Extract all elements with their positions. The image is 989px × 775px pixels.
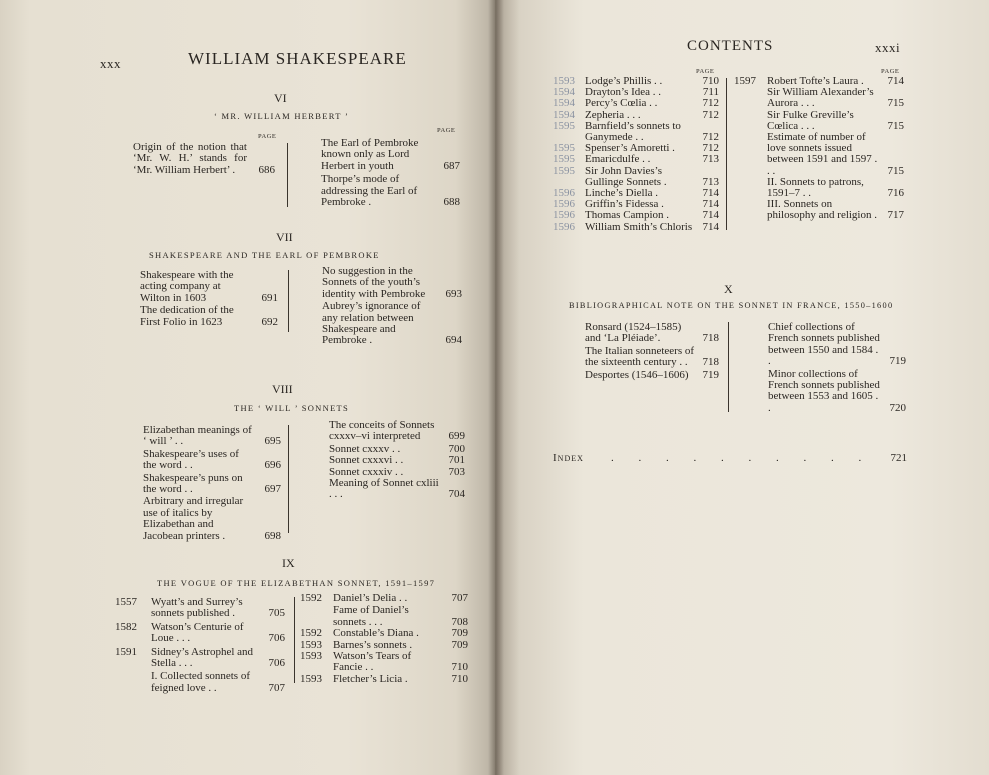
toc-entry-text: No suggestion in the Sonnets of the youth’s identity with Pembroke (322, 265, 426, 300)
toc-entry-text: Elizabethan meanings of ‘ will ’ . . (143, 424, 252, 448)
toc-entry-page: 719 (889, 355, 906, 368)
toc-entry-year: 1593 (553, 75, 575, 87)
toc-entry-text: Estimate of number of love sonnets issued between 1591 and 1597 . . . (767, 131, 878, 177)
toc-entry-page: 712 (702, 108, 719, 121)
section-vii-left-column (140, 270, 278, 328)
toc-entry[interactable] (768, 322, 906, 368)
toc-entry[interactable] (115, 647, 285, 670)
toc-entry-text: Drayton’s Idea . . (585, 86, 662, 99)
toc-entry-page: 717 (887, 209, 904, 222)
toc-entry[interactable] (553, 98, 719, 109)
toc-entry-text: Sir John Davies’s Gullinge Sonnets . (585, 164, 667, 188)
toc-entry-page: 714 (702, 220, 719, 233)
toc-entry-text: Fletcher’s Licia . (333, 672, 408, 685)
section-viii-left-column (143, 425, 281, 542)
toc-entry-page: 706 (268, 632, 285, 645)
toc-entry-page: 692 (261, 315, 278, 328)
section-ix-right-column (300, 593, 468, 685)
index-page: 721 (890, 452, 907, 464)
section-vi-title: ‘ MR. WILLIAM HERBERT ’ (214, 111, 350, 121)
toc-entry-text: Emaricdulfe . . (585, 153, 651, 166)
toc-entry-text: Sonnet cxxxv . . (329, 442, 401, 455)
toc-entry-page: 699 (448, 430, 465, 443)
toc-entry-page: 706 (268, 657, 285, 670)
toc-entry[interactable] (143, 473, 281, 496)
toc-entry-text: Sidney’s Astrophel and Stella . . . (151, 645, 254, 670)
toc-entry-page: 715 (887, 119, 904, 132)
page-label: PAGE (258, 133, 277, 140)
section-x-title: BIBLIOGRAPHICAL NOTE ON THE SONNET IN FRANCE, 1550–1600 (569, 301, 894, 310)
toc-entry-page: 718 (702, 332, 719, 345)
toc-entry[interactable] (300, 674, 468, 685)
toc-entry-text: Shakespeare with the acting company at Wilton in 1603 (140, 269, 234, 304)
toc-entry-text: Origin of the notion that ‘Mr. W. H.’ stands for ‘Mr. William Herbert’ . (133, 141, 247, 176)
index-label: Index (553, 452, 584, 464)
toc-entry-page: 712 (702, 142, 719, 155)
toc-entry-text: Arbitrary and irregular use of italics by Elizabethan and Jacobean printers . (143, 495, 244, 542)
section-viii-right-column (329, 420, 465, 501)
toc-entry[interactable] (143, 425, 281, 448)
toc-entry-page: 714 (702, 187, 719, 200)
toc-entry-text: Wyatt’s and Surrey’s sonnets published . (151, 596, 243, 620)
toc-entry-page: 704 (448, 488, 465, 501)
toc-entry[interactable] (734, 199, 904, 221)
section-ix-title: THE VOGUE OF THE ELIZABETHAN SONNET, 1591–1597 (157, 578, 436, 588)
toc-entry-text: Thomas Campion . (585, 209, 670, 222)
toc-entry-year: 1595 (553, 142, 575, 155)
toc-entry-text: Barnfield’s sonnets to Ganymede . . (585, 119, 681, 144)
toc-entry-year: 1596 (553, 220, 575, 233)
section-vii-title: SHAKESPEARE AND THE EARL OF PEMBROKE (149, 250, 380, 260)
toc-entry-page: 718 (702, 356, 719, 369)
toc-entry-year: 1557 (115, 596, 137, 608)
section-viii-title: THE ‘ WILL ’ SONNETS (234, 403, 350, 413)
toc-entry[interactable] (734, 87, 904, 109)
toc-entry[interactable] (321, 138, 460, 172)
toc-entry-year: 1596 (553, 198, 575, 211)
toc-entry-text: Percy’s Cœlia . . (585, 97, 658, 110)
toc-entry-text: Ronsard (1524–1585) and ‘La Pléiade’. (585, 321, 682, 345)
toc-entry-text: The Italian sonneteers of the sixteenth century . . (585, 344, 695, 369)
toc-entry-year: 1594 (553, 86, 575, 99)
toc-entry-year: 1595 (553, 119, 575, 132)
column-divider (726, 78, 727, 230)
toc-entry[interactable] (553, 222, 719, 233)
toc-entry-text: Fame of Daniel’s sonnets . . . (333, 604, 409, 628)
toc-entry-text: Constable’s Diana . (333, 627, 419, 640)
section-vii-number: VII (276, 230, 293, 244)
toc-entry-page: 714 (702, 198, 719, 211)
section-vi-number: VI (274, 91, 287, 105)
toc-entry[interactable] (553, 210, 719, 221)
toc-entry-text: Robert Tofte’s Laura . (767, 75, 864, 87)
page-label: PAGE (696, 68, 715, 75)
toc-entry[interactable] (322, 301, 462, 347)
toc-entry-page: 713 (702, 175, 719, 188)
section-ix-left-column (115, 597, 285, 694)
toc-entry-page: 701 (448, 454, 465, 467)
toc-entry[interactable] (321, 174, 460, 208)
toc-entry-text: Spenser’s Amoretti . (585, 142, 675, 155)
toc-entry[interactable] (115, 622, 285, 645)
toc-entry[interactable] (553, 166, 719, 188)
toc-entry[interactable] (768, 369, 906, 415)
toc-entry-page: 694 (445, 334, 462, 347)
section-vii-right-column (322, 266, 462, 347)
left-running-head: WILLIAM SHAKESPEARE (188, 49, 407, 68)
toc-entry-year: 1591 (115, 645, 137, 658)
toc-entry-text: William Smith’s Chloris (585, 220, 693, 233)
toc-entry-page: 697 (264, 483, 281, 496)
toc-entry-year: 1595 (553, 153, 575, 166)
toc-entry-index[interactable] (553, 452, 907, 464)
toc-entry-page: 715 (887, 164, 904, 177)
page-label: PAGE (881, 68, 900, 75)
section-ix-cont-right-column (734, 76, 904, 222)
toc-entry-text: Sonnet cxxxvi . . (329, 454, 404, 467)
toc-entry-year: 1596 (553, 209, 575, 222)
toc-entry-page: 712 (702, 131, 719, 144)
toc-entry-page: 707 (268, 681, 285, 694)
toc-entry-year: 1594 (553, 108, 575, 121)
toc-entry-page: 714 (887, 75, 904, 87)
toc-entry-text: Watson’s Tears of Fancie . . (333, 650, 412, 674)
section-ix-number: IX (282, 556, 295, 570)
toc-entry-page: 703 (448, 465, 465, 478)
toc-entry[interactable] (329, 455, 465, 466)
toc-entry[interactable] (300, 593, 468, 604)
toc-entry-page: 709 (451, 627, 468, 640)
leader-dots: . . . . . . . . . . (611, 452, 873, 464)
toc-entry-text: Shakespeare’s puns on the word . . (143, 471, 243, 496)
toc-entry[interactable] (300, 628, 468, 639)
toc-entry-page: 709 (451, 638, 468, 651)
section-viii-number: VIII (272, 382, 293, 396)
toc-entry-page: 711 (702, 86, 719, 99)
toc-entry-page: 714 (702, 209, 719, 222)
toc-entry-page: 695 (264, 435, 281, 448)
toc-entry-page: 719 (702, 368, 719, 381)
toc-entry-text: Meaning of Sonnet cxliii . . . (329, 477, 439, 501)
section-ix-cont-left-column (553, 76, 719, 233)
toc-entry-text: Thorpe’s mode of addressing the Earl of Pembroke . (321, 173, 418, 209)
toc-entry-text: I. Collected sonnets of feigned love . . (151, 670, 250, 694)
toc-entry[interactable] (140, 305, 278, 328)
toc-entry-page: 705 (268, 607, 285, 620)
toc-entry-page: 715 (887, 97, 904, 110)
book-gutter (488, 0, 504, 775)
toc-entry-page: 712 (702, 97, 719, 110)
toc-entry[interactable] (329, 478, 465, 501)
toc-entry[interactable] (300, 605, 468, 628)
toc-entry-page: 720 (889, 401, 906, 414)
toc-entry-year: 1592 (300, 592, 322, 604)
toc-entry-text: Aubrey’s ignorance of any relation between Shakespeare and Pembroke . (322, 300, 421, 347)
toc-entry-page: 713 (702, 153, 719, 166)
toc-entry[interactable] (585, 370, 719, 381)
column-divider (728, 322, 729, 412)
section-x-right-column (768, 322, 906, 414)
toc-entry-year: 1592 (300, 627, 322, 640)
toc-entry[interactable] (143, 496, 281, 542)
toc-entry-page: 710 (451, 661, 468, 674)
right-page (495, 0, 989, 775)
toc-entry[interactable] (585, 346, 719, 369)
toc-entry-page: 698 (264, 529, 281, 542)
toc-entry-year: 1593 (300, 650, 322, 663)
column-divider (287, 143, 288, 207)
toc-entry-text: Lodge’s Phillis . . (585, 75, 663, 87)
toc-entry-year: 1596 (553, 187, 575, 200)
toc-entry[interactable] (553, 154, 719, 165)
toc-entry-page: 710 (702, 75, 719, 87)
toc-entry-year: 1597 (734, 75, 756, 87)
toc-entry-page: 693 (445, 287, 462, 300)
toc-entry-text: Watson’s Centurie of Loue . . . (151, 620, 244, 645)
left-page-number: xxx (100, 56, 121, 71)
toc-entry-page: 686 (258, 163, 275, 176)
page-label: PAGE (437, 127, 456, 134)
toc-entry-text: Linche’s Diella . (585, 187, 659, 200)
section-x-number: X (724, 282, 733, 296)
section-vi-left-column (133, 142, 275, 176)
toc-entry-year: 1594 (553, 97, 575, 110)
toc-entry[interactable] (115, 597, 285, 620)
toc-entry-text: Daniel’s Delia . . (333, 592, 408, 604)
toc-entry-text: III. Sonnets on philosophy and religion . (767, 198, 877, 222)
column-divider (294, 597, 295, 683)
toc-entry[interactable] (329, 420, 465, 443)
right-page-number: xxxi (875, 40, 901, 55)
toc-entry[interactable] (300, 651, 468, 674)
toc-entry[interactable] (140, 270, 278, 304)
toc-entry-page: 710 (451, 672, 468, 685)
toc-entry-text: Griffin’s Fidessa . (585, 198, 664, 211)
toc-entry-text: Sir William Alexander’s Aurora . . . (767, 86, 874, 110)
toc-entry-page: 688 (443, 196, 460, 209)
toc-entry[interactable] (143, 449, 281, 472)
toc-entry-text: The dedication of the First Folio in 1623 (140, 304, 234, 328)
toc-entry-text: The conceits of Sonnets cxxxv–vi interpreted (329, 419, 435, 443)
toc-entry[interactable] (734, 110, 904, 132)
toc-entry-text: II. Sonnets to patrons, 1591–7 . . (767, 175, 864, 200)
toc-entry-text: Zepheria . . . (585, 108, 641, 121)
toc-entry-page: 696 (264, 459, 281, 472)
section-vi-right-column (321, 138, 460, 208)
toc-entry-page: 716 (887, 187, 904, 200)
section-x-left-column (585, 322, 719, 381)
column-divider (288, 270, 289, 332)
toc-entry-text: Minor collections of French sonnets published between 1553 and 1605 . . (768, 367, 880, 414)
toc-entry-year: 1593 (300, 672, 322, 685)
toc-entry-year: 1593 (300, 638, 322, 651)
toc-entry-text: Sonnet cxxxiv . . (329, 465, 404, 478)
toc-entry-text: Desportes (1546–1606) (585, 368, 689, 381)
toc-entry-year: 1595 (553, 164, 575, 177)
toc-entry-page: 707 (451, 592, 468, 604)
toc-entry[interactable] (553, 121, 719, 143)
toc-entry[interactable] (133, 142, 275, 176)
toc-entry[interactable] (734, 177, 904, 199)
toc-entry-text: The Earl of Pembroke known only as Lord Herbert in youth (321, 137, 419, 172)
column-divider (288, 425, 289, 533)
toc-entry-page: 687 (443, 159, 460, 172)
toc-entry-page: 700 (448, 442, 465, 455)
toc-entry[interactable] (585, 322, 719, 345)
toc-entry-text: Sir Fulke Greville’s Cœlica . . . (767, 108, 854, 132)
toc-entry-text: Chief collections of French sonnets published between 1550 and 1584 . . (768, 321, 880, 368)
toc-entry[interactable] (115, 671, 285, 694)
toc-entry-page: 708 (451, 615, 468, 628)
right-running-head: CONTENTS (687, 38, 774, 54)
toc-entry[interactable] (734, 132, 904, 177)
toc-entry-text: Barnes’s sonnets . (333, 638, 413, 651)
toc-entry-year: 1582 (115, 620, 137, 633)
toc-entry-text: Shakespeare’s uses of the word . . (143, 447, 239, 472)
toc-entry-page: 691 (261, 291, 278, 304)
toc-entry[interactable] (322, 266, 462, 300)
